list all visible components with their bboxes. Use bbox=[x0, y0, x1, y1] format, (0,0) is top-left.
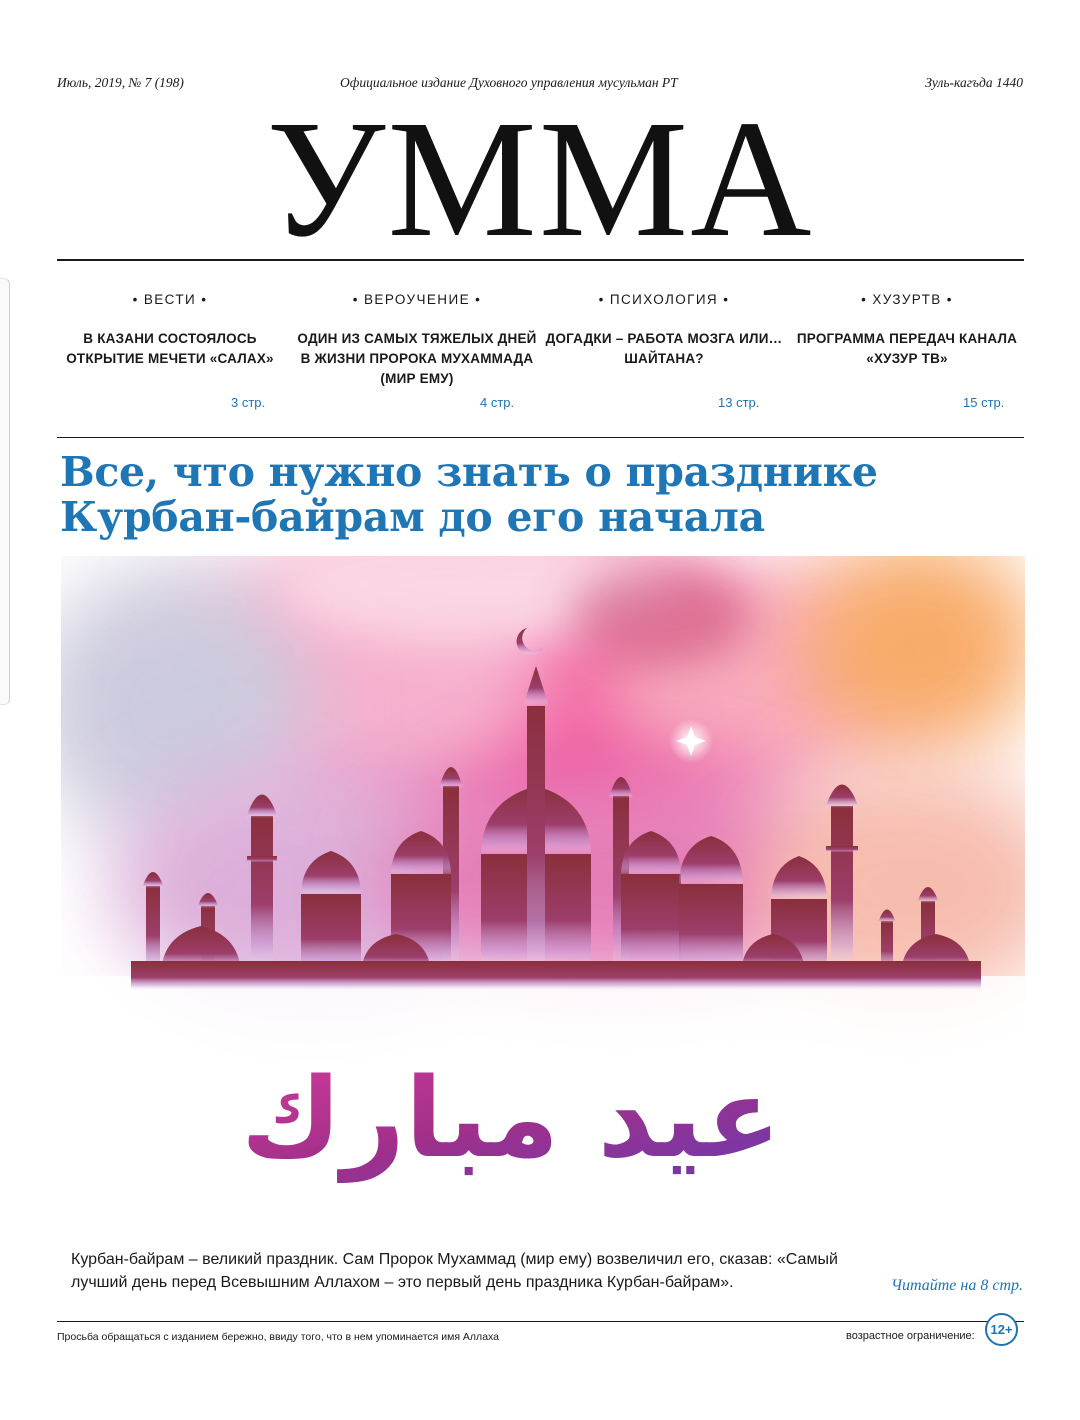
section-teaser[interactable] bbox=[297, 292, 537, 389]
section-teaser-title[interactable]: В КАЗАНИ СОСТОЯЛОСЬ ОТКРЫТИЕ МЕЧЕТИ «САЛАХ» bbox=[66, 331, 274, 366]
masthead-rule bbox=[57, 259, 1024, 261]
publisher-line: Официальное издание Духовного управления мусульман РТ bbox=[340, 75, 678, 90]
read-more-link[interactable]: Читайте на 8 стр. bbox=[890, 1277, 1023, 1294]
issue-number: Июль, 2019, № 7 (198) bbox=[57, 75, 184, 90]
eid-mosque-illustration bbox=[61, 556, 1025, 1216]
headline-line: Все, что нужно знать о празднике bbox=[60, 448, 878, 496]
section-teaser-title[interactable]: ПРОГРАММА ПЕРЕДАЧ КАНАЛА «ХУЗУР ТВ» bbox=[796, 331, 1018, 366]
footer-rule bbox=[57, 1321, 1024, 1322]
section-teaser[interactable] bbox=[787, 292, 1027, 369]
viewer-edge-handle[interactable] bbox=[0, 278, 10, 705]
page-reference[interactable]: 3 стр. bbox=[231, 395, 266, 410]
main-headline[interactable] bbox=[60, 450, 1040, 540]
age-rating-badge: 12+ bbox=[985, 1313, 1018, 1346]
handling-notice: Просьба обращаться с изданием бережно, ввиду того, что в нем упоминается имя Аллаха bbox=[57, 1331, 499, 1343]
age-restriction-label: возрастное ограничение: bbox=[846, 1330, 975, 1342]
section-teaser[interactable] bbox=[544, 292, 784, 369]
section-rubric: • ХУЗУРТВ • bbox=[861, 292, 953, 307]
section-rubric: • ВЕРОУЧЕНИЕ • bbox=[352, 292, 482, 307]
page-reference[interactable]: 4 стр. bbox=[480, 395, 515, 410]
hijri-date: Зуль-кагъда 1440 bbox=[925, 75, 1023, 90]
section-teaser-title[interactable]: ОДИН ИЗ САМЫХ ТЯЖЕЛЫХ ДНЕЙ В ЖИЗНИ ПРОРОКА МУХАММАДА (МИР ЕМУ) bbox=[297, 331, 537, 386]
section-rubric: • ПСИХОЛОГИЯ • bbox=[598, 292, 730, 307]
section-teaser-title[interactable]: ДОГАДКИ – РАБОТА МОЗГА ИЛИ… ШАЙТАНА? bbox=[545, 331, 783, 366]
lead-line: Курбан-байрам – великий праздник. Сам Пророк Мухаммад (мир ему) возвеличил его, сказав: «Самый bbox=[71, 1251, 838, 1268]
lead-paragraph bbox=[71, 1248, 871, 1294]
page-reference[interactable]: 15 стр. bbox=[963, 395, 1005, 410]
headline-line: Курбан-байрам до его начала bbox=[60, 493, 765, 541]
eid-mubarak-calligraphy: عيد مبارك bbox=[240, 1054, 782, 1182]
section-teaser[interactable] bbox=[50, 292, 290, 369]
section-rule bbox=[57, 437, 1024, 438]
page-reference[interactable]: 13 стр. bbox=[718, 395, 760, 410]
section-rubric: • ВЕСТИ • bbox=[132, 292, 208, 307]
lead-line: лучший день перед Всевышним Аллахом – это первый день праздника Курбан-байрам». bbox=[71, 1274, 734, 1291]
masthead-title: УММА bbox=[266, 86, 814, 272]
